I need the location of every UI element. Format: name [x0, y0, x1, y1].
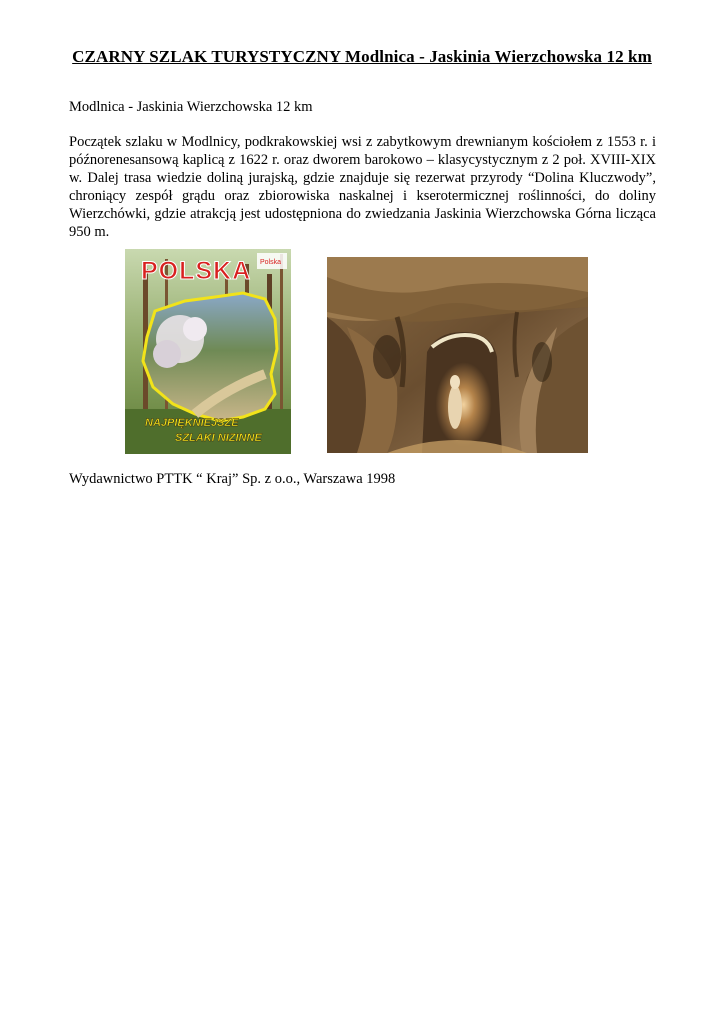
page-title: CZARNY SZLAK TURYSTYCZNY Modlnica - Jaskinia Wierzchowska 12 km: [72, 47, 652, 66]
route-subtitle: Modlnica - Jaskinia Wierzchowska 12 km: [69, 99, 313, 115]
book-cover-image: [125, 249, 291, 454]
route-description: Początek szlaku w Modlnicy, podkrakowskiej wsi z zabytkowym drewnianym kościołem z 1553 r. i późnorenesansową kaplicą z 1622 r. oraz dworem barokowo – klasycystycznym z 2 poł. XVIII-XIX w. Dalej trasa wiedzie doliną jurajską, gdzie znajduje się rezerwat przyrody “Dolina Kluczwody”, chroniący zespół grądu oraz zbiorowiska naskalnej i kserotermicznej roślinności, do doliny Wierzchówki, gdzie atrakcją jest udostępniona do zwiedzania Jaskinia Wierzchowska Górna licząca 950 m.: [69, 134, 656, 240]
cover-header-text: POLSKA: [141, 257, 252, 285]
cover-caption-line2: SZLAKI NIZINNE: [175, 432, 262, 444]
publisher-logo-text: Polska: [260, 259, 282, 266]
cave-photo: [327, 257, 588, 453]
publisher-credit: Wydawnictwo PTTK “ Kraj” Sp. z o.o., Warszawa 1998: [69, 471, 396, 487]
cover-caption-line1: NAJPIĘKNIEJSZE: [145, 417, 239, 429]
